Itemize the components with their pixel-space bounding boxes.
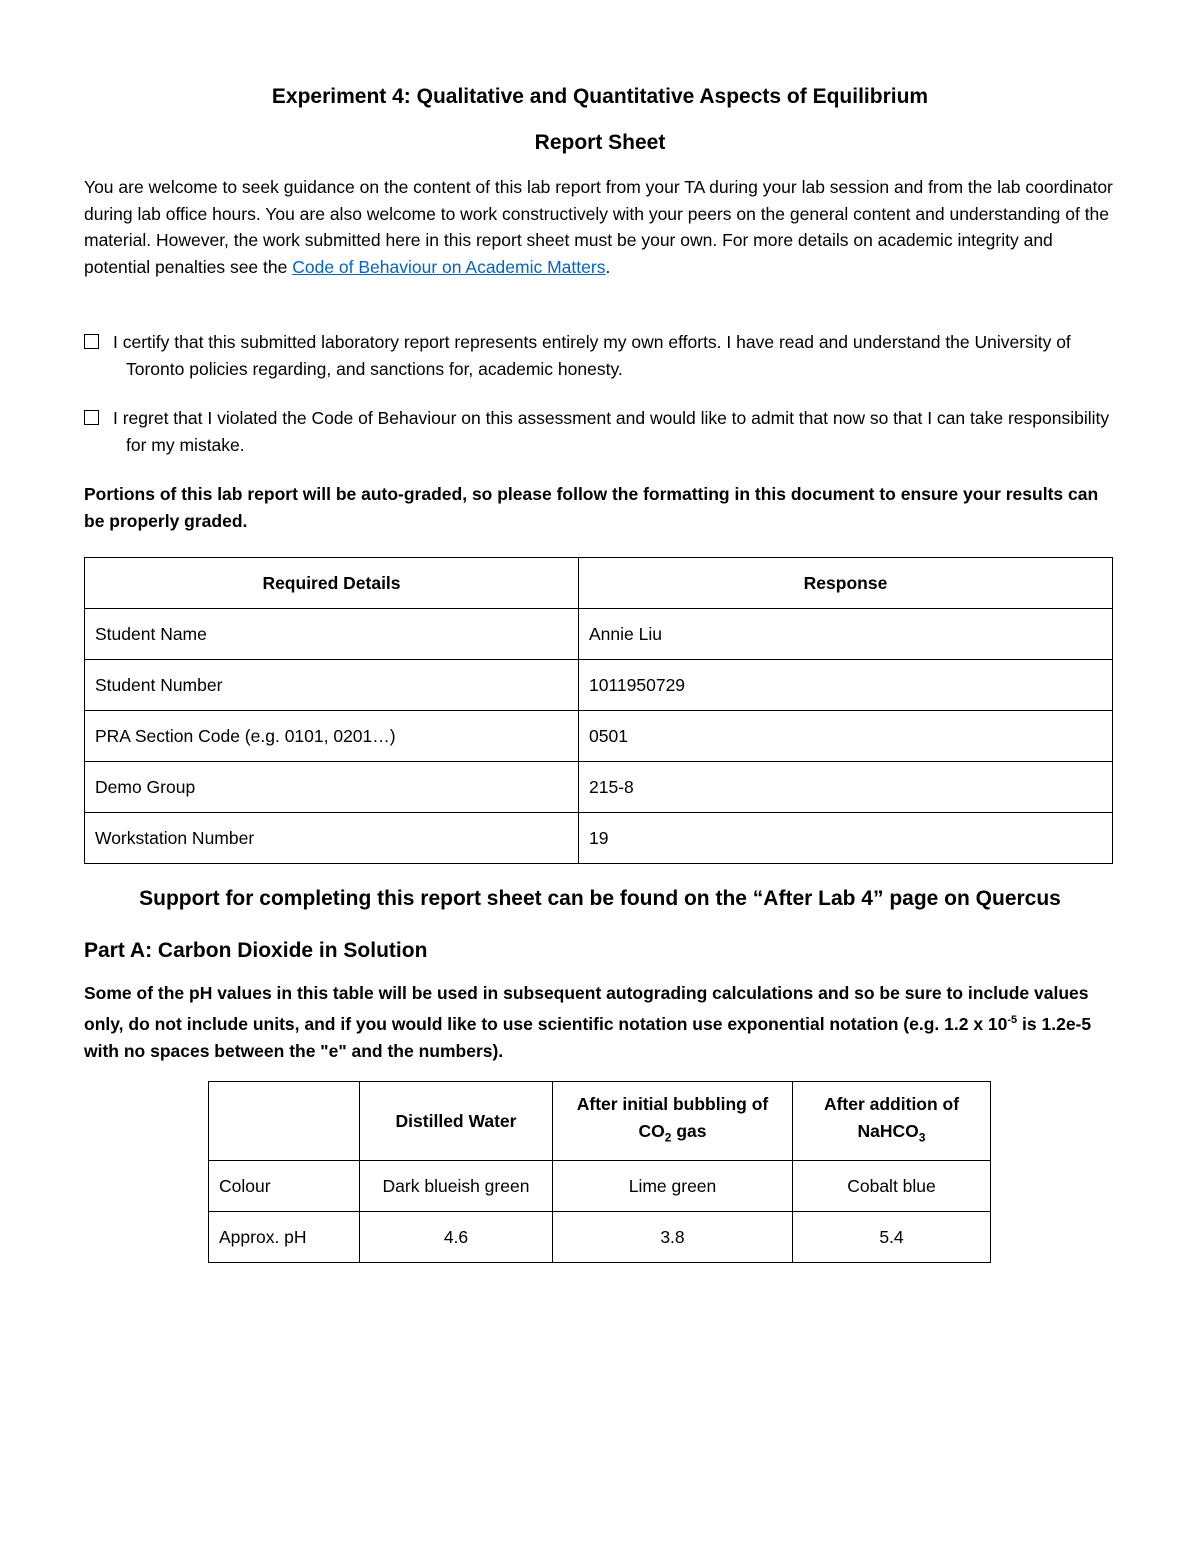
part-a-note-text-end: is 1.2e-5 with no spaces between the "e" and the numbers). — [84, 1013, 1092, 1061]
certify-text: I certify that this submitted laboratory report represents entirely my own efforts. I have read and understand the University of Toronto policies regarding, and sanctions for, academic honesty. — [113, 332, 1071, 379]
intro-paragraph — [84, 174, 1114, 280]
header-after-bubbling-text: After initial bubbling of CO — [576, 1093, 769, 1141]
table-row — [209, 1161, 991, 1212]
intro-end: . — [605, 256, 611, 277]
ph-header-row — [209, 1082, 991, 1161]
certify-statement — [84, 329, 1114, 383]
header-required-details: Required Details — [85, 558, 579, 609]
details-header-row — [85, 558, 1113, 609]
workstation-number-value[interactable]: 19 — [579, 813, 1113, 864]
table-row — [85, 762, 1113, 813]
row-label: PRA Section Code (e.g. 0101, 0201…) — [85, 711, 579, 762]
colour-distilled-value[interactable]: Dark blueish green — [360, 1161, 553, 1212]
header-after-bubbling — [553, 1082, 793, 1161]
table-row — [85, 711, 1113, 762]
details-table — [84, 557, 1113, 864]
demo-group-value[interactable]: 215-8 — [579, 762, 1113, 813]
row-label: Student Name — [85, 609, 579, 660]
certify-checkbox[interactable] — [84, 334, 99, 349]
support-note: Support for completing this report sheet can be found on the “After Lab 4” page on Quercus — [139, 887, 1061, 910]
code-of-behaviour-link[interactable]: Code of Behaviour on Academic Matters — [292, 256, 606, 277]
ph-table — [208, 1081, 991, 1263]
student-name-value[interactable]: Annie Liu — [579, 609, 1113, 660]
autograde-note: Portions of this lab report will be auto-graded, so please follow the formatting in this document to ensure your results can be properly graded. — [84, 484, 1099, 531]
part-a-heading: Part A: Carbon Dioxide in Solution — [84, 939, 428, 962]
page-subtitle: Report Sheet — [534, 131, 666, 154]
table-row — [85, 660, 1113, 711]
part-a-note — [84, 980, 1124, 1065]
ph-bubbling-value[interactable]: 3.8 — [553, 1212, 793, 1263]
ph-nahco3-value[interactable]: 5.4 — [793, 1212, 991, 1263]
row-label: Demo Group — [85, 762, 579, 813]
colour-bubbling-value[interactable]: Lime green — [553, 1161, 793, 1212]
co2-subscript: 2 — [664, 1130, 672, 1145]
page-title: Experiment 4: Qualitative and Quantitative Aspects of Equilibrium — [271, 85, 929, 108]
header-after-nahco3-text: After addition of NaHCO — [823, 1093, 960, 1141]
row-label: Colour — [209, 1161, 360, 1212]
ph-distilled-value[interactable]: 4.6 — [360, 1212, 553, 1263]
header-distilled-water: Distilled Water — [360, 1082, 553, 1161]
row-label: Approx. pH — [209, 1212, 360, 1263]
header-after-nahco3 — [793, 1082, 991, 1161]
nahco3-subscript: 3 — [918, 1130, 926, 1145]
header-empty-cell — [209, 1082, 360, 1161]
table-row — [85, 813, 1113, 864]
colour-nahco3-value[interactable]: Cobalt blue — [793, 1161, 991, 1212]
violation-statement — [84, 405, 1114, 459]
header-after-bubbling-gas: gas — [671, 1120, 707, 1141]
row-label: Student Number — [85, 660, 579, 711]
exponent-superscript: -5 — [1007, 1014, 1018, 1026]
table-row — [85, 609, 1113, 660]
violation-checkbox[interactable] — [84, 410, 99, 425]
intro-text: You are welcome to seek guidance on the content of this lab report from your TA during your lab session and from the lab coordinator during lab office hours. You are also welcome to work constructively with your peers on the general content and understanding of the material. However, the work submitted here in this report sheet must be your own. For more details on academic integrity and potential penalties see the — [84, 177, 1113, 277]
part-a-note-text: Some of the pH values in this table will be used in subsequent autograding calculations and so be sure to include values only, do not include units, and if you would like to use scientific notation use exponential notation (e.g. 1.2 x 10 — [84, 983, 1089, 1034]
section-code-value[interactable]: 0501 — [579, 711, 1113, 762]
student-number-value[interactable]: 1011950729 — [579, 660, 1113, 711]
table-row — [209, 1212, 991, 1263]
violation-text: I regret that I violated the Code of Behaviour on this assessment and would like to admit that now so that I can take responsibility for my mistake. — [113, 408, 1110, 455]
row-label: Workstation Number — [85, 813, 579, 864]
header-response: Response — [579, 558, 1113, 609]
